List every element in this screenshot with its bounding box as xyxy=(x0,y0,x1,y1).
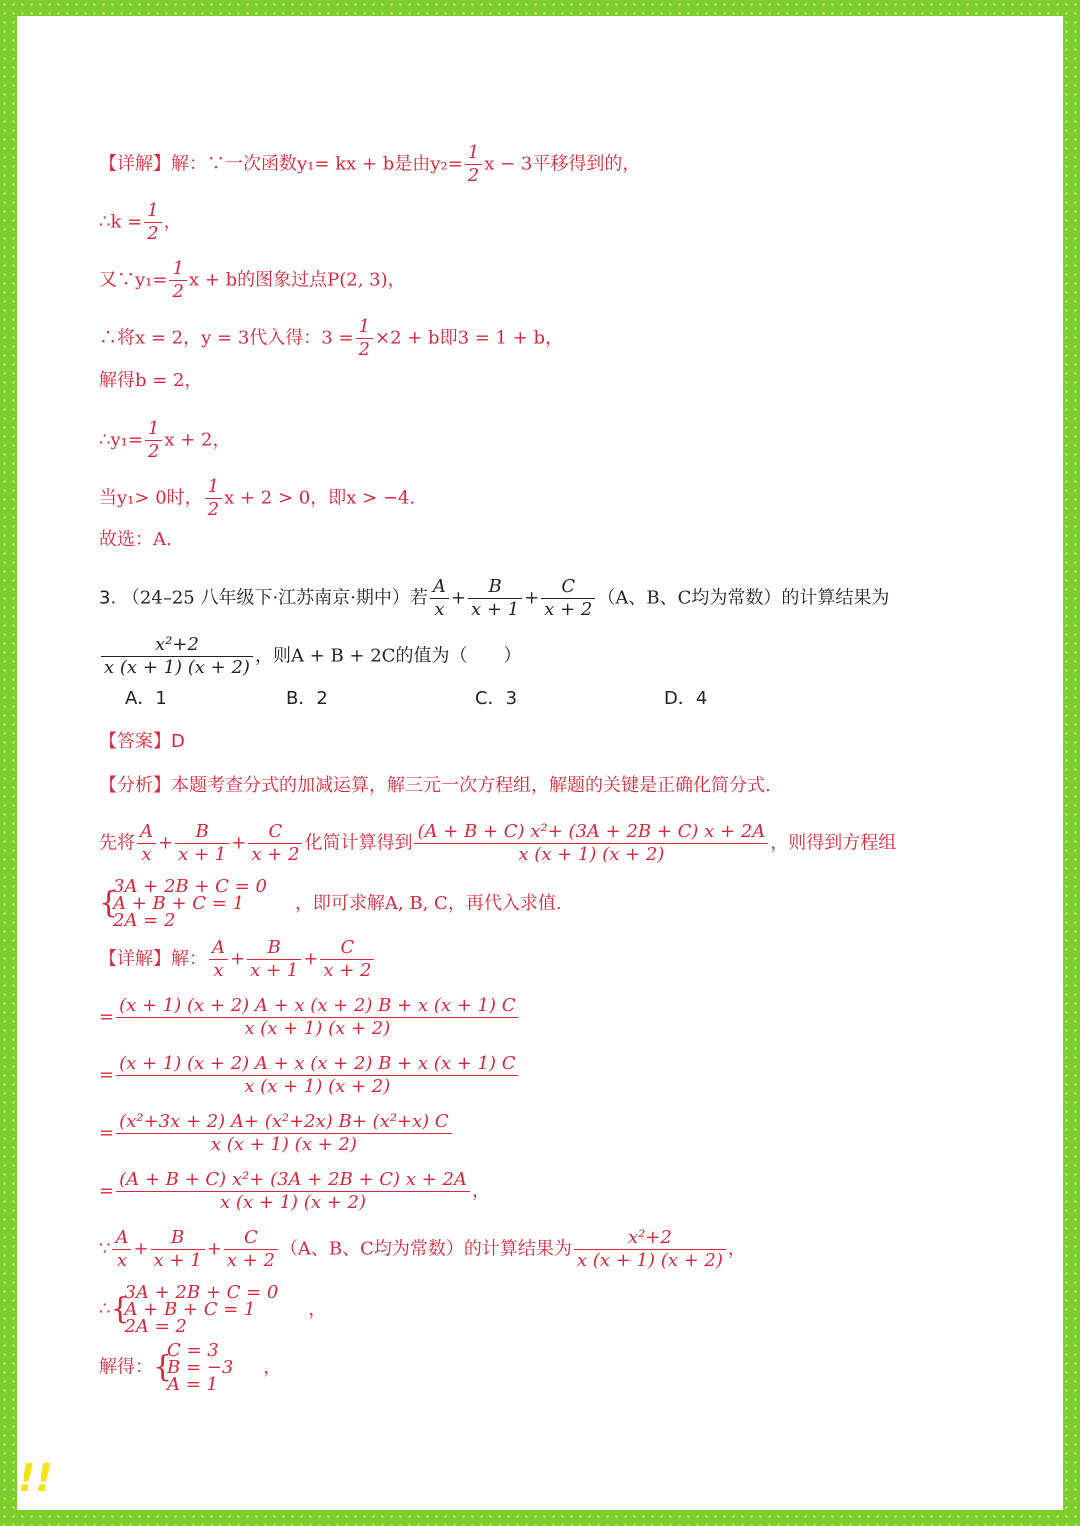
fraction: $\frac{B}{x + 1}$ xyxy=(468,576,522,621)
q3-stem-line-1: 3. （24–25 八年级下·江苏南京·期中）若 $\frac{A}{x}$ + $\frac{B}{x + 1}$ + $\frac{C}{x + 2}$ （A、B、C均为常数）的计算结果为 xyxy=(99,576,890,620)
detail-line-1: 【详解】解： $\frac{A}{x}$ + $\frac{B}{x + 1}$ + $\frac{C}{x + 2}$ xyxy=(99,937,376,982)
fraction: $\frac{\text{x²+2}}{x (x + 1) (x + 2)}$ xyxy=(574,1227,726,1272)
fraction: $\frac{\text{(x²+3x + 2) A+ (x²+2x) B+ (x²+x) C}}{x (x + 1) (x + 2)}$ xyxy=(116,1111,452,1156)
fraction: $\frac{B}{x + 1}$ xyxy=(151,1227,205,1272)
fraction: $\frac{C}{x + 2}$ xyxy=(320,937,374,982)
sol2-line-4: ∴将x = 2，y = 3代入得：3 = $\frac{1}{2}$ ×2 + b即3 = 1 + b， xyxy=(99,316,564,360)
fraction: $\frac{(x + 1) (x + 2) A + x (x + 2) B + x (x + 1) C}{x (x + 1) (x + 2)}$ xyxy=(116,995,518,1040)
sol2-line-2: ∴k = $\frac{1}{2}$ ， xyxy=(99,200,182,244)
sol2-line-7: 当y₁> 0时， $\frac{1}{2}$ x + 2 > 0，即x > −4. xyxy=(99,476,416,520)
q3-stem-line-2: $\frac{\text{x²+2}}{x (x + 1) (x + 2)}$ ，则A + B + 2C的值为（ ） xyxy=(99,634,521,679)
document-page xyxy=(17,16,1063,1510)
detail-step-1: = $\frac{(x + 1) (x + 2) A + x (x + 2) B + x (x + 1) C}{x (x + 1) (x + 2)}$ xyxy=(99,995,520,1040)
equation-system: { 3A + 2B + C = 0 A + B + C = 1 2A = 2 xyxy=(110,1284,278,1335)
detail-because-line: ∵ $\frac{A}{x}$ + $\frac{B}{x + 1}$ + $\frac{C}{x + 2}$ （A、B、C均为常数）的计算结果为 $\frac{\text{x²+2}}{x (x + 1) (x + 2)}$ ， xyxy=(99,1227,746,1271)
sol2-line-1: 【详解】解：∵一次函数y₁= kx + b是由y₂= $\frac{1}{2}$ x − 3平移得到的， xyxy=(99,142,641,186)
fraction: $\frac{A}{x}$ xyxy=(112,1227,131,1272)
fraction: $\frac{1}{2}$ xyxy=(144,200,161,245)
fraction: $\frac{C}{x + 2}$ xyxy=(541,576,595,621)
sol2-line-6: ∴y₁= $\frac{1}{2}$ x + 2， xyxy=(99,418,231,462)
fraction: $\frac{A}{x}$ xyxy=(137,821,156,866)
detail-step-3: = $\frac{\text{(x²+3x + 2) A+ (x²+2x) B+ (x²+x) C}}{x (x + 1) (x + 2)}$ xyxy=(99,1111,454,1156)
sol2-line-3: 又∵y₁= $\frac{1}{2}$ x + b的图象过点P(2, 3)， xyxy=(99,258,406,302)
sol2-line-5: 解得b = 2， xyxy=(99,370,203,391)
option-b: B．2 xyxy=(286,688,328,709)
exclamation-logo-icon: !! xyxy=(18,1456,53,1500)
equation-system: { 3A + 2B + C = 0 A + B + C = 1 2A = 2 xyxy=(99,878,267,929)
fraction: $\frac{A}{x}$ xyxy=(209,937,228,982)
detail-step-4: = $\frac{\text{(A + B + C) x²+ (3A + 2B + C) x + 2A}}{x (x + 1) (x + 2)}$ ， xyxy=(99,1169,490,1213)
fraction: $\frac{\text{(A + B + C) x²+ (3A + 2B + C) x + 2A}}{x (x + 1) (x + 2)}$ xyxy=(414,821,768,866)
fraction: $\frac{1}{2}$ xyxy=(205,476,222,521)
fraction: $\frac{C}{x + 2}$ xyxy=(248,821,302,866)
option-c: C．3 xyxy=(475,688,518,709)
fraction: $\frac{1}{2}$ xyxy=(356,316,373,361)
fraction: $\frac{B}{x + 1}$ xyxy=(175,821,229,866)
fraction: $\frac{(x + 1) (x + 2) A + x (x + 2) B + x (x + 1) C}{x (x + 1) (x + 2)}$ xyxy=(116,1053,518,1098)
analysis-line-3: { 3A + 2B + C = 0 A + B + C = 1 2A = 2 ，即可求解A, B, C，再代入求值. xyxy=(99,878,562,929)
option-a: A．1 xyxy=(125,688,167,709)
analysis-line-1: 【分析】本题考查分式的加减运算，解三元一次方程组，解题的关键是正确化简分式. xyxy=(99,775,771,796)
detail-step-2: = $\frac{(x + 1) (x + 2) A + x (x + 2) B + x (x + 1) C}{x (x + 1) (x + 2)}$ xyxy=(99,1053,520,1098)
fraction: $\frac{1}{2}$ xyxy=(169,258,186,303)
fraction: $\frac{\text{x²+2}}{x (x + 1) (x + 2)}$ xyxy=(101,634,253,679)
analysis-line-2: 先将 $\frac{A}{x}$ + $\frac{B}{x + 1}$ + $\frac{C}{x + 2}$ 化简计算得到 $\frac{\text{(A + B + C) x²+ (3A + 2B + C) x + 2A}}{x (x + 1) (x + 2)}$ ，则得到方程组 xyxy=(99,821,897,865)
detail-solve-line: 解得： { C = 3 B = −3 A = 1 ， xyxy=(99,1342,281,1393)
fraction: $\frac{\text{(A + B + C) x²+ (3A + 2B + C) x + 2A}}{x (x + 1) (x + 2)}$ xyxy=(116,1169,470,1214)
option-d: D．4 xyxy=(664,688,708,709)
fraction: $\frac{C}{x + 2}$ xyxy=(224,1227,278,1272)
fraction: $\frac{A}{x}$ xyxy=(430,576,449,621)
fraction: $\frac{B}{x + 1}$ xyxy=(247,937,301,982)
q3-options xyxy=(125,687,825,713)
sol2-line-8: 故选：A. xyxy=(99,529,172,550)
detail-therefore-line: ∴ { 3A + 2B + C = 0 A + B + C = 1 2A = 2 ， xyxy=(99,1284,326,1335)
fraction: $\frac{1}{2}$ xyxy=(465,142,482,187)
fraction: $\frac{1}{2}$ xyxy=(145,418,162,463)
answer-line: 【答案】D xyxy=(99,731,185,752)
solution-system: { C = 3 B = −3 A = 1 xyxy=(153,1342,233,1393)
